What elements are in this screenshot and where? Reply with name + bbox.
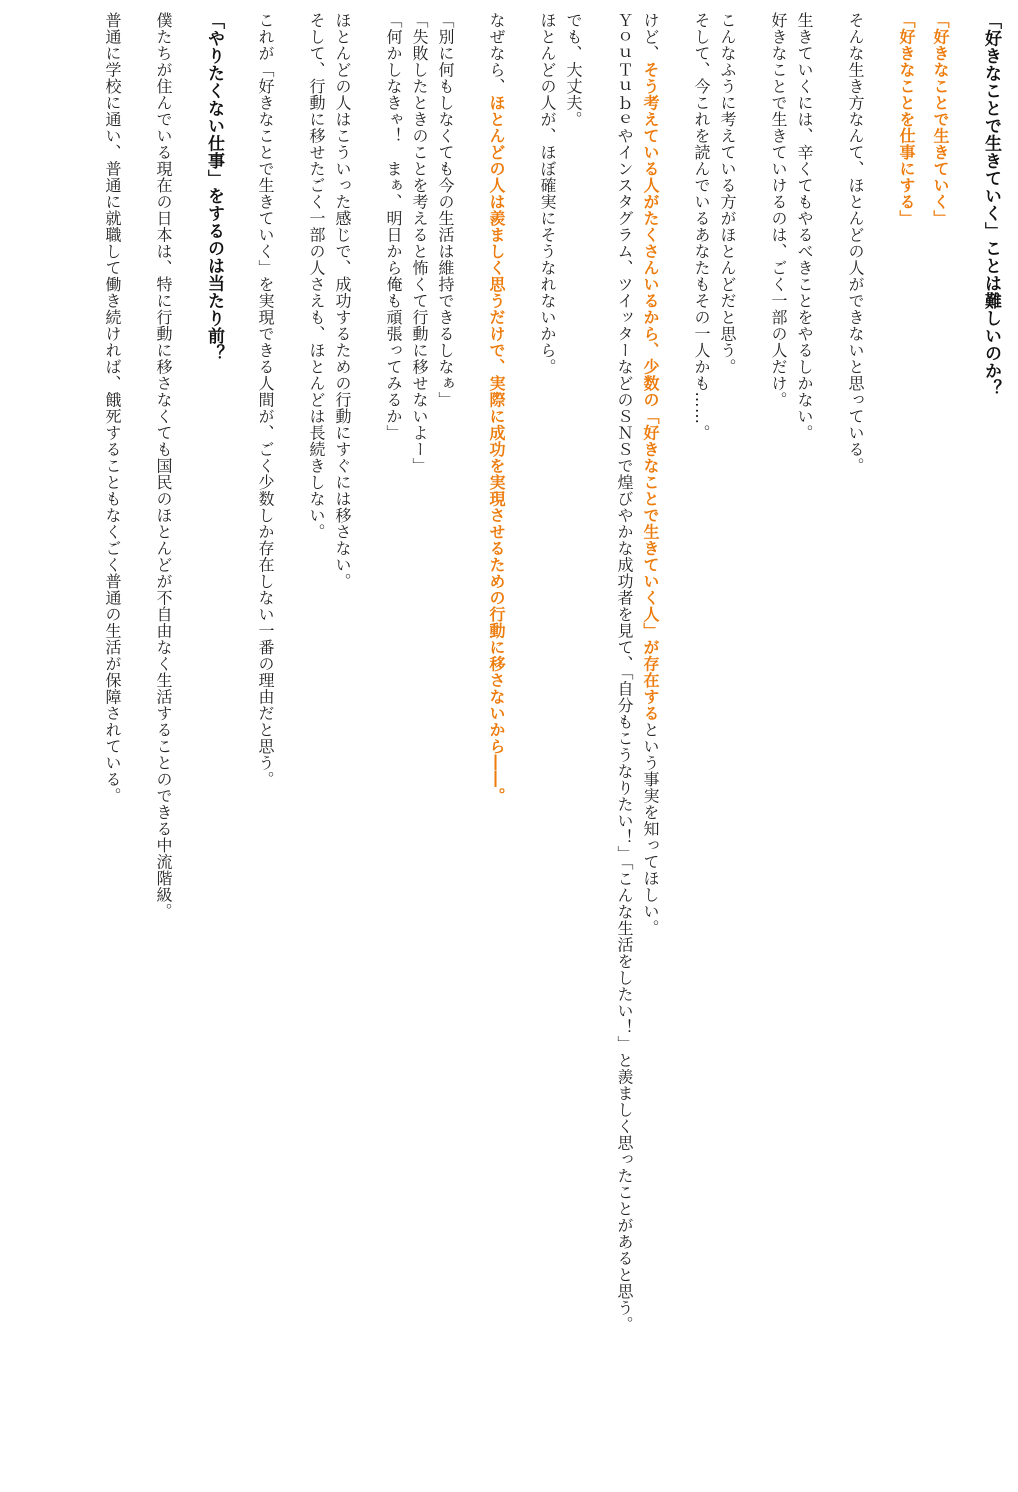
spacer (458, 12, 483, 1480)
quote-3: 「何かしなきゃ！ まぁ、明日から俺も頑張ってみるか」 (384, 12, 403, 441)
spacer (919, 12, 927, 1480)
paragraph-5: ＹｏｕＴｕｂｅやインスタグラム、ツイッターなどのＳＮＳで煌びやかな成功者を見て、「自分もこうなりたい！」「こんな生活をしたい！」と羨ましく思ったことがあると思う。 (615, 12, 634, 1333)
paragraph-9: これが「好きなことで生きていく」を実現できる人間が、ごく少数しか存在しない一番の理由だと思う。 (256, 12, 275, 788)
paragraph-1: そんな生き方なんて、ほとんどの人ができないと思っている。 (846, 12, 865, 474)
section-heading-1: 「好きなことで生きていく」ことは難しいのか？ (981, 12, 1001, 397)
paragraph-4 (637, 12, 663, 1480)
spacer (176, 12, 201, 1480)
spacer (586, 12, 611, 1480)
spacer (663, 12, 688, 1480)
slogan-live-by-passion: 「好きなことで生きていく」 (931, 12, 950, 227)
paragraph-7-lead: なぜなら、 (487, 12, 506, 95)
paragraph-2-line-1: 生きていくには、辛くてもやるべきことをやるしかない。 (795, 12, 814, 441)
spacer (125, 12, 150, 1480)
spacer (509, 12, 534, 1480)
quote-2: 「失敗したときのことを考えると怖くて行動に移せないよー」 (410, 12, 429, 474)
paragraph-7-highlight: ほとんどの人は羨ましく思うだけで、実際に成功を実現させるための行動に移さないから――。 (487, 94, 506, 804)
paragraph-8-line-1: ほとんどの人はこういった感じで、成功するための行動にすぐには移さない。 (333, 12, 352, 590)
spacer (355, 12, 380, 1480)
spacer (953, 12, 978, 1480)
paragraph-6-line-1: でも、大丈夫。 (564, 12, 583, 128)
paragraph-4-lead: けど、 (641, 12, 660, 62)
quote-1: 「別に何もしなくても今の生活は維持できるしなぁ」 (436, 12, 455, 408)
paragraph-3-line-1: こんなふうに考えている方がほとんどだと思う。 (718, 12, 737, 375)
spacer (868, 12, 893, 1480)
section-heading-2: 「やりたくない仕事」をするのは当たり前？ (204, 12, 224, 362)
spacer (278, 12, 303, 1480)
spacer (740, 12, 765, 1480)
paragraph-7 (483, 12, 509, 1480)
slogan-passion-as-work: 「好きなことを仕事にする」 (897, 12, 916, 227)
paragraph-6-line-2: ほとんどの人が、ほぼ確実にそうなれないから。 (538, 12, 557, 375)
spacer (817, 12, 842, 1480)
paragraph-3-line-2: そして、今これを読んでいるあなたもその一人かも……。 (692, 12, 711, 441)
paragraph-2-line-2: 好きなことで生きていけるのは、ごく一部の人だけ。 (769, 12, 788, 408)
paragraph-11: 普通に学校に通い、普通に就職して働き続ければ、餓死することもなくごく普通の生活が保障されている。 (103, 12, 122, 804)
paragraph-10: 僕たちが住んでいる現在の日本は、特に行動に移さなくても国民のほとんどが不自由なく生活することのできる中流階級。 (154, 12, 173, 920)
paragraph-4-tail: という事実を知ってほしい。 (641, 721, 660, 936)
paragraph-8-line-2: そして、行動に移せたごく一部の人さえも、ほとんどは長続きしない。 (307, 12, 326, 540)
paragraph-4-highlight: そう考えている人がたくさんいるから、少数の「好きなことで生きていく人」が存在する (641, 61, 660, 722)
spacer (227, 12, 252, 1480)
